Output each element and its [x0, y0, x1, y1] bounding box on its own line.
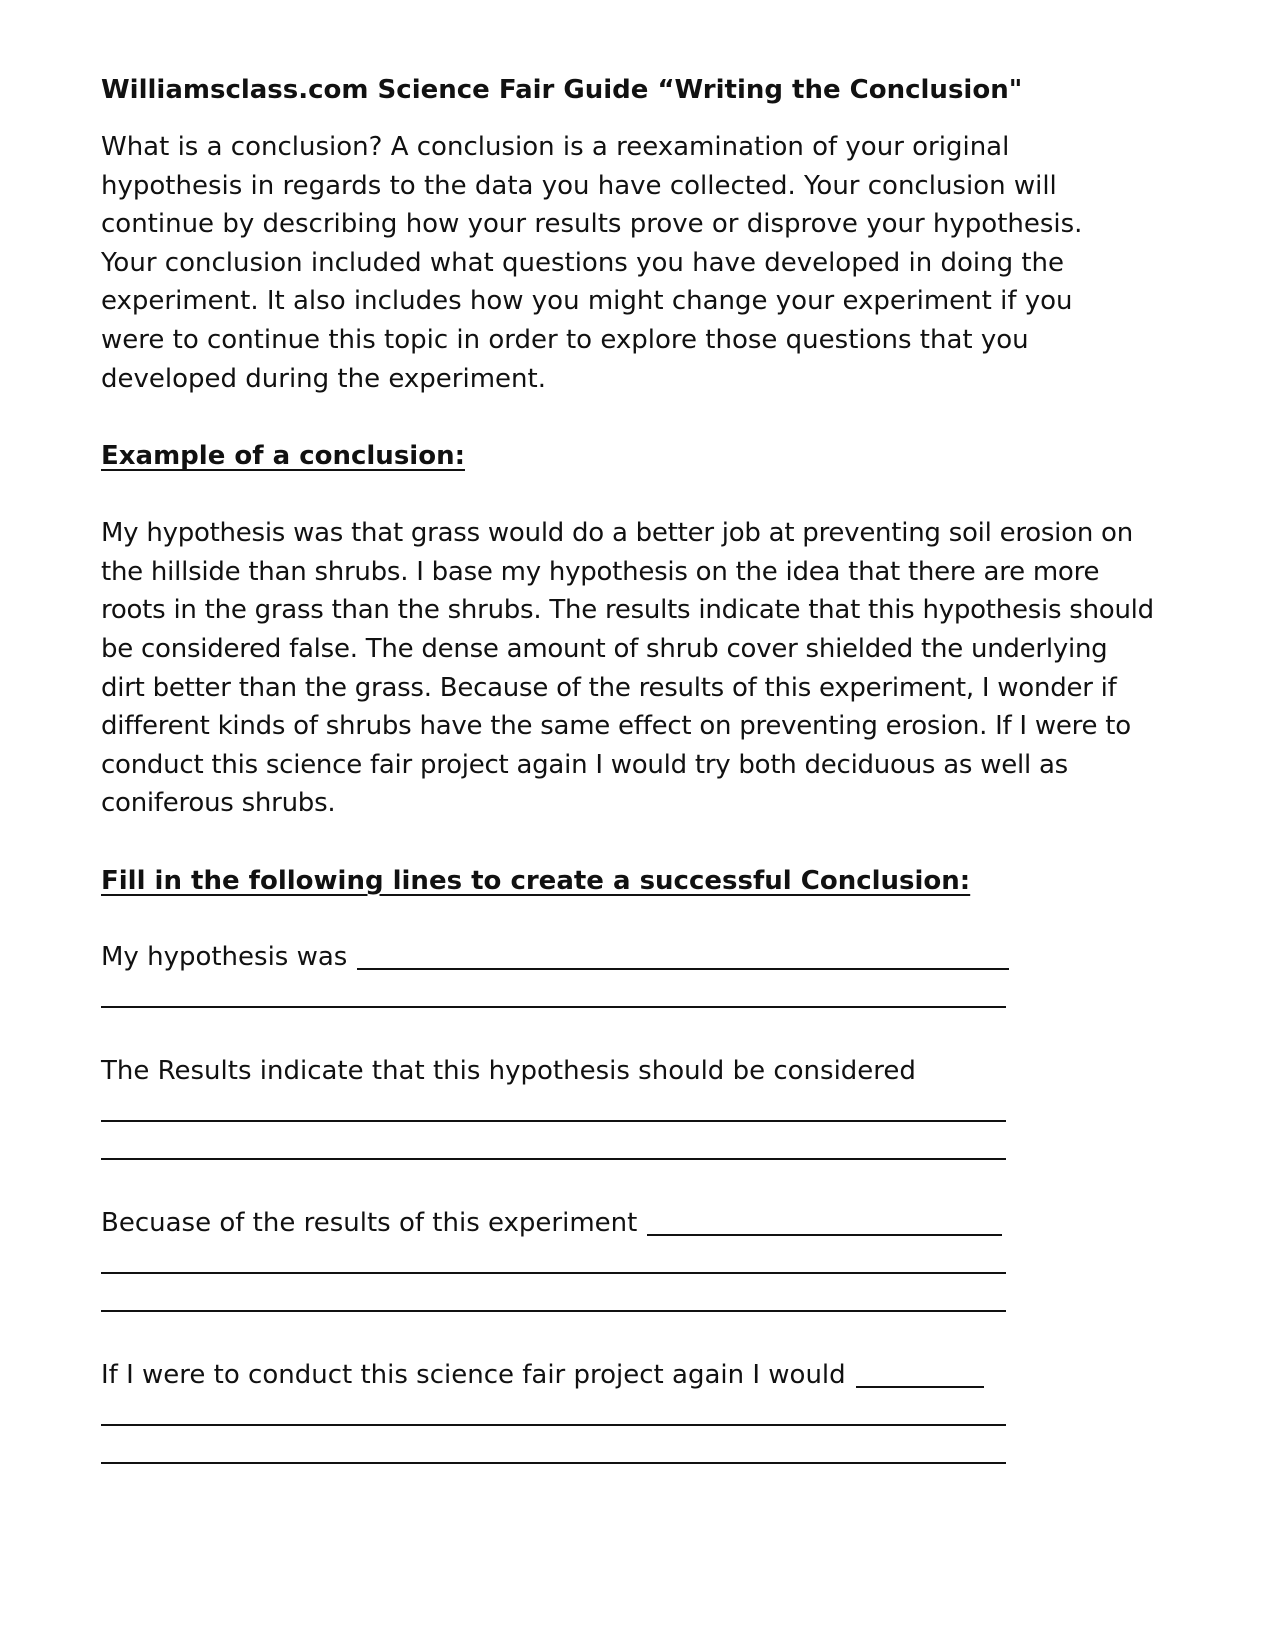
example-paragraph: My hypothesis was that grass would do a better job at preventing soil erosion on the hillside than shrubs. I base my hypothesis on the idea that there are more roots in the grass than the shrubs. The results indicate that this hypothesis should be considered false. The dense amount of shrub cover shielded the underlying dirt better than the grass. Because of the results of this experiment, I wonder if different kinds of shrubs have the same effect on preventing erosion. If I were to conduct this science fair project again I would try both deciduous as well as coniferous shrubs. [101, 518, 1154, 819]
hypothesis-blank[interactable] [357, 942, 1009, 970]
hypothesis-prompt: My hypothesis was [101, 941, 348, 972]
results-prompt: The Results indicate that this hypothesis should be considered [101, 1055, 916, 1086]
page-title: Williamsclass.com Science Fair Guide “Writing the Conclusion" [101, 75, 1023, 105]
fill-heading: Fill in the following lines to create a successful Conclusion: [101, 865, 971, 896]
again-line[interactable] [101, 1394, 1161, 1432]
because-prompt: Becuase of the results of this experiment [101, 1207, 638, 1238]
hypothesis-line[interactable] [101, 976, 1161, 1014]
because-prompt-row [101, 1204, 1161, 1242]
because-line[interactable] [101, 1280, 1161, 1318]
hypothesis-group [101, 938, 1161, 1014]
hypothesis-prompt-row [101, 938, 1161, 976]
because-blank[interactable] [647, 1208, 1002, 1236]
again-line[interactable] [101, 1432, 1161, 1470]
because-group [101, 1204, 1161, 1318]
intro-paragraph: What is a conclusion? A conclusion is a reexamination of your original hypothesis in regards to the data you have collected. Your conclusion will continue by describing how your results prove or disprove your hypothesis. Your conclusion included what questions you have developed in doing the experiment. It also includes how you might change your experiment if you were to continue this topic in order to explore those questions that you developed during the experiment. [101, 132, 1083, 394]
because-line[interactable] [101, 1242, 1161, 1280]
again-prompt: If I were to conduct this science fair project again I would [101, 1359, 846, 1390]
results-line[interactable] [101, 1128, 1161, 1166]
again-blank[interactable] [856, 1360, 984, 1388]
results-line[interactable] [101, 1090, 1161, 1128]
results-group [101, 1052, 1161, 1166]
example-heading: Example of a conclusion: [101, 441, 465, 472]
again-prompt-row [101, 1356, 1161, 1394]
again-group [101, 1356, 1161, 1470]
worksheet-page [101, 70, 1161, 1470]
results-prompt-row [101, 1052, 1161, 1090]
